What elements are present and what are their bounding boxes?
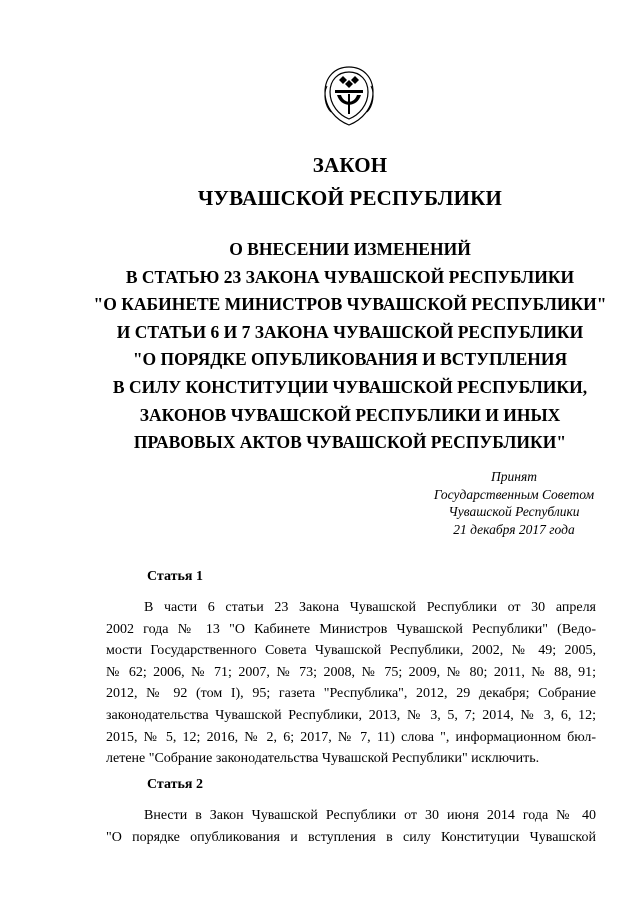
subject-line: ЗАКОНОВ ЧУВАШСКОЙ РЕСПУБЛИКИ И ИНЫХ xyxy=(139,404,561,425)
adoption-line: Государственным Советом xyxy=(433,486,595,502)
text-line: В части 6 статьи 23 Закона Чувашской Республики от 30 апреля xyxy=(144,600,596,615)
text-line: мости Государственного Совета Чувашской Республики, 2002, № 49; 2005, xyxy=(106,643,596,659)
text-line: Внести в Закон Чувашской Республики от 30 июня 2014 года № 40 xyxy=(144,808,596,823)
subject-line: "О ПОРЯДКЕ ОПУБЛИКОВАНИЯ И ВСТУПЛЕНИЯ xyxy=(132,349,568,370)
subject-line: В СИЛУ КОНСТИТУЦИИ ЧУВАШСКОЙ РЕСПУБЛИКИ, xyxy=(112,376,588,397)
adoption-note xyxy=(380,468,640,538)
adoption-date: 21 декабря 2017 года xyxy=(453,521,575,537)
law-subject-heading xyxy=(0,236,640,457)
article-2-text xyxy=(106,805,596,848)
text-line: 2012, № 92 (том I), 95; газета "Республика", 2012, 29 декабря; Собрание xyxy=(106,686,596,702)
document-issuer: ЧУВАШСКОЙ РЕСПУБЛИКИ xyxy=(197,186,503,210)
text-line: 2015, № 5, 12; 2016, № 2, 6; 2017, № 7, 11) слова ", информационном бюл- xyxy=(106,729,596,745)
text-line: № 62; 2006, № 71; 2007, № 73; 2008, № 75; 2009, № 80; 2011, № 88, 91; xyxy=(106,664,596,680)
document-title: ЗАКОН xyxy=(312,153,388,177)
text-line: 2002 года № 13 "О Кабинете Министров Чувашской Республики" (Ведо- xyxy=(106,621,596,637)
text-line: летене "Собрание законодательства Чувашской Республики" исключить. xyxy=(106,751,540,767)
chuvash-republic-emblem-icon xyxy=(317,64,381,128)
adoption-line: Принят xyxy=(491,469,537,484)
subject-line: В СТАТЬЮ 23 ЗАКОНА ЧУВАШСКОЙ РЕСПУБЛИКИ xyxy=(125,266,575,287)
article-1-heading: Статья 1 xyxy=(147,569,203,584)
subject-line: "О КАБИНЕТЕ МИНИСТРОВ ЧУВАШСКОЙ РЕСПУБЛИКИ" xyxy=(93,294,607,315)
subject-line: И СТАТЬИ 6 И 7 ЗАКОНА ЧУВАШСКОЙ РЕСПУБЛИКИ xyxy=(116,321,584,342)
text-line: "О порядке опубликования и вступления в силу Конституции Чувашской xyxy=(106,829,596,845)
subject-line: О ВНЕСЕНИИ ИЗМЕНЕНИЙ xyxy=(229,239,471,259)
article-1-text xyxy=(106,597,596,770)
adoption-line: Чувашской Республики xyxy=(448,504,580,519)
text-line: законодательства Чувашской Республики, 2013, № 3, 5, 7; 2014, № 3, 6, 12; xyxy=(106,707,596,723)
subject-line: ПРАВОВЫХ АКТОВ ЧУВАШСКОЙ РЕСПУБЛИКИ" xyxy=(133,432,567,453)
article-2-heading: Статья 2 xyxy=(147,777,203,792)
